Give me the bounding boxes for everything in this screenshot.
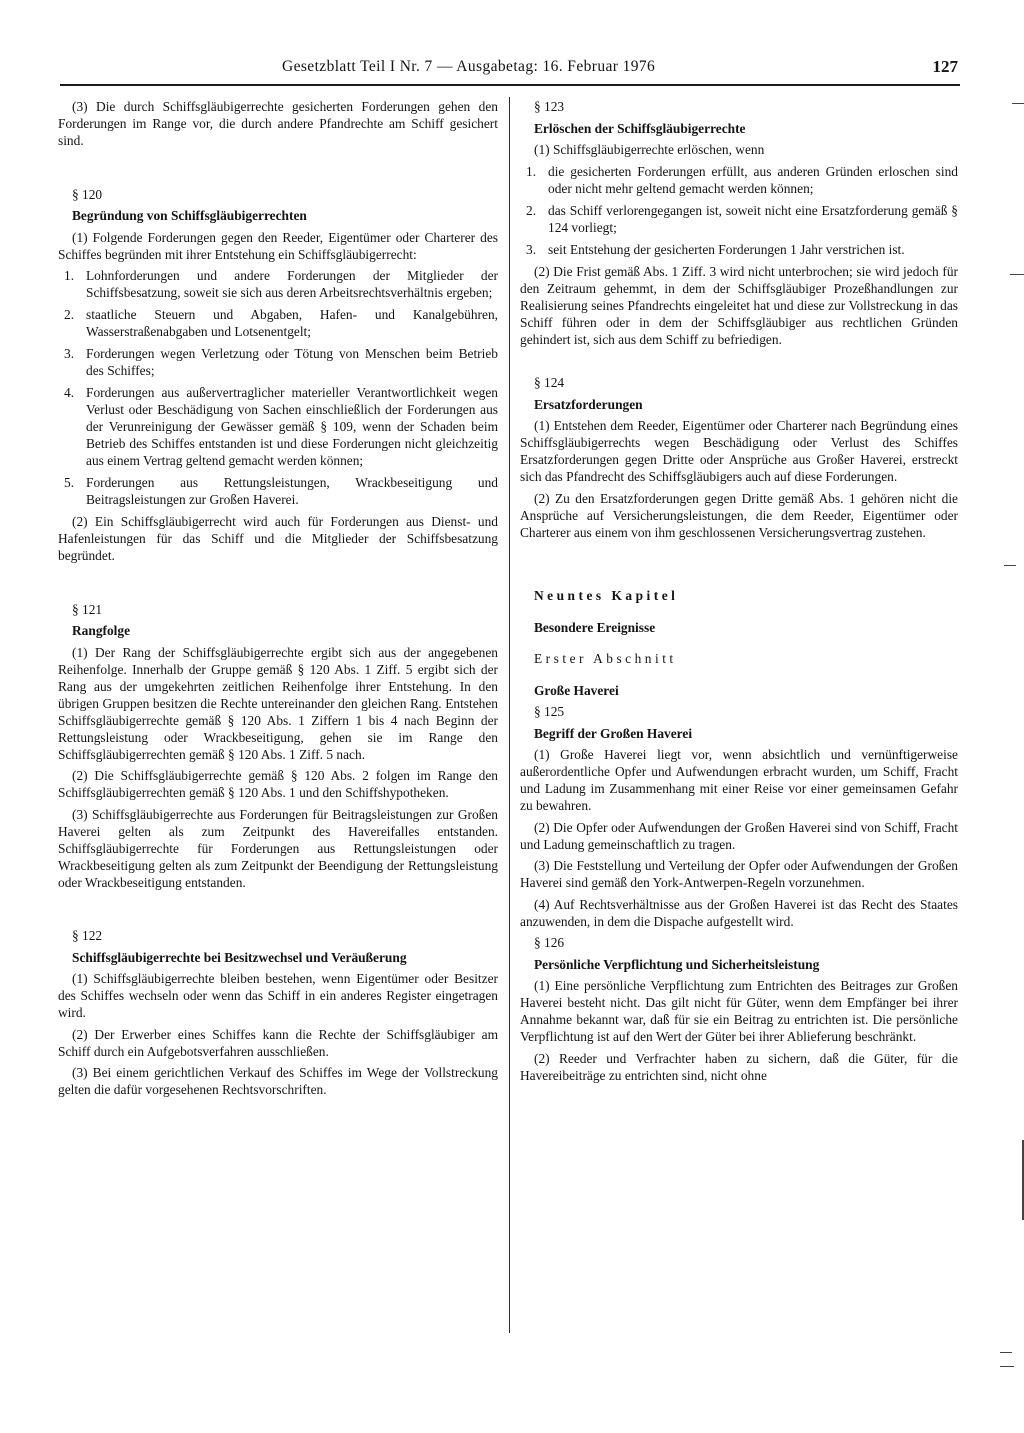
paragraph: (3) Die durch Schiffsgläubigerrechte gesicherten Forderungen gehen den Forderungen im Range vor, die durch andere Pfandrechte am Schiff gesichert sind. xyxy=(58,99,498,148)
section-title: Rangfolge xyxy=(72,623,131,638)
list-item-number: 5. xyxy=(64,475,75,490)
section-number: § 125 xyxy=(534,704,565,719)
list-item-number: 4. xyxy=(64,385,75,400)
header-title: Gesetzblatt Teil I Nr. 7 — Ausgabetag: 16. Februar 1976 xyxy=(282,58,656,75)
section-number: § 120 xyxy=(72,186,103,202)
section-number: § 126 xyxy=(534,935,565,950)
paragraph: (1) Schiffsgläubigerrechte erlöschen, wenn xyxy=(534,142,765,157)
paragraph: (1) Große Haverei liegt vor, wenn absichtlich und vernünftigerweise außerordentliche Opfer und Aufwendungen erbracht wurden, um Schiff, Fracht und Ladung im Zusammenhang mit einer Reise vor einer gemeinsamen Gefahr zu bewahren. xyxy=(520,747,958,813)
paragraph: (1) Folgende Forderungen gegen den Reeder, Eigentümer oder Charterer des Schiffes begründen mit ihrer Entstehung ein Schiffsgläubigerrecht: xyxy=(58,229,498,262)
paragraph: (3) Bei einem gerichtlichen Verkauf des Schiffes im Wege der Vollstreckung gelten die dafür vorgesehenen Rechtsvorschriften. xyxy=(58,1065,498,1097)
margin-mark xyxy=(1012,103,1024,104)
paragraph: (2) Der Erwerber eines Schiffes kann die Rechte der Schiffsgläubiger am Schiff durch ein Aufgebotsverfahren ausschließen. xyxy=(58,1026,498,1059)
section-title: Ersatzforderungen xyxy=(534,396,643,412)
list-item xyxy=(58,267,498,301)
enumerated-list xyxy=(58,267,498,508)
margin-mark xyxy=(1000,1366,1014,1367)
paragraph: (3) Schiffsgläubigerrechte aus Forderungen für Beitragsleistungen zur Großen Haverei gelten als zum Zeitpunkt des Havereifalles entstanden. Schiffsgläubigerrechte für Forderungen aus Rettungsleistungen oder Wrackbeseitigung gelten als zum Zeitpunkt der Beendigung der Rettungsleistung oder Wrackbeseitigung entstanden. xyxy=(58,806,498,890)
section-title: Begründung von Schiffsgläubigerrechten xyxy=(72,208,307,223)
column-divider xyxy=(509,97,510,1333)
paragraph: (2) Zu den Ersatzforderungen gegen Dritte gemäß Abs. 1 gehören nicht die Ansprüche auf Versicherungsleistungen, die dem Reeder, Eigentümer oder Charterer aus einem von ihm geschlossenen Versicherungsvertrag zustehen. xyxy=(520,490,958,540)
paragraph: (3) Die Feststellung und Verteilung der Opfer oder Aufwendungen der Großen Haverei sind gemäß den York-Antwerpen-Regeln vorzunehmen. xyxy=(520,858,958,890)
list-item-number: 1. xyxy=(526,163,537,179)
chapter-title: Besondere Ereignisse xyxy=(534,619,656,635)
paragraph: (1) Schiffsgläubigerrechte bleiben bestehen, wenn Eigentümer oder Besitzer des Schiffes wechseln oder wenn das Schiff in ein anderes Register eingetragen wird. xyxy=(58,971,498,1020)
section-title: Persönliche Verpflichtung und Sicherheitsleistung xyxy=(534,956,820,972)
section-number: § 124 xyxy=(534,375,565,390)
left-column xyxy=(58,98,498,1103)
list-item xyxy=(520,163,958,197)
page-header xyxy=(60,58,960,82)
chapter-label: Neuntes Kapitel xyxy=(534,588,679,603)
list-item-text: das Schiff verlorengegangen ist, soweit nicht eine Ersatzforderung gemäß § 124 vorliegt; xyxy=(548,202,958,235)
list-item-number: 2. xyxy=(64,307,75,322)
margin-mark xyxy=(1022,1140,1024,1220)
list-item-text: Forderungen aus Rettungsleistungen, Wrackbeseitigung und Beitragsleistungen zur Großen Haverei. xyxy=(86,475,498,507)
list-item-text: Forderungen wegen Verletzung oder Tötung von Menschen beim Betrieb des Schiffes; xyxy=(86,346,498,378)
list-item xyxy=(58,474,498,508)
paragraph: (4) Auf Rechtsverhältnisse aus der Großen Haverei ist das Recht des Staates anzuwenden, in dem die Dispache aufgestellt wird. xyxy=(520,896,958,929)
section-group-title: Große Haverei xyxy=(534,682,619,698)
list-item-number: 1. xyxy=(64,268,75,283)
list-item-number: 2. xyxy=(526,202,537,218)
list-item xyxy=(58,384,498,469)
paragraph: (1) Der Rang der Schiffsgläubigerrechte ergibt sich aus der angegebenen Reihenfolge. Innerhalb der Gruppe gemäß § 120 Abs. 1 Ziff. 5 ergibt sich der Rang aus der umgekehrten zeitlichen Reihenfolge ihrer Entstehung. In den übrigen Gruppen besitzen die Rechte untereinander den gleichen Rang. Entstehen Schiffsgläubigerrechte gemäß § 120 Abs. 1 Ziffern 1 bis 4 nach Beginn der Rettungsleistung oder Wrackbeseitigung, gehen sie im Range den Schiffsgläubigerrechten gemäß § 120 Abs. 1 Ziff. 5 nach. xyxy=(58,644,498,762)
margin-mark xyxy=(1004,565,1016,566)
list-item-number: 3. xyxy=(526,241,537,257)
enumerated-list xyxy=(520,163,958,258)
list-item xyxy=(520,202,958,236)
section-title: Schiffsgläubigerrechte bei Besitzwechsel und Veräußerung xyxy=(72,949,407,965)
list-item-number: 3. xyxy=(64,346,75,361)
header-rule xyxy=(60,84,960,86)
page-number: 127 xyxy=(932,57,958,76)
paragraph: (2) Reeder und Verfrachter haben zu sichern, daß die Güter, für die Havereibeiträge zu entrichten sind, nicht ohne xyxy=(520,1050,958,1083)
section-title: Begriff der Großen Haverei xyxy=(534,725,693,741)
paragraph: (2) Die Schiffsgläubigerrechte gemäß § 120 Abs. 2 folgen im Range den Schiffsgläubigerrechten gemäß § 120 Abs. 1 und den Schiffshypotheken. xyxy=(58,768,498,800)
right-column xyxy=(520,98,958,1088)
paragraph: (1) Entstehen dem Reeder, Eigentümer oder Charterer nach Begründung eines Schiffsgläubigerrechts wegen Beschädigung oder Verlust des Schiffes Ersatzforderungen gegen Dritte oder Ansprüche aus Großer Haverei, erstreckt sich das Pfandrecht des Schiffsgläubigers auch auf diese Forderungen. xyxy=(520,418,958,484)
paragraph: (2) Die Frist gemäß Abs. 1 Ziff. 3 wird nicht unterbrochen; sie wird jedoch für den Zeitraum gehemmt, in dem der Schiffsgläubiger Prozeßhandlungen zur Realisierung seines Pfandrechts eingeleitet hat und diese zur Vollstreckung in das Schiff führen oder in dem der Schiffsgläubiger aus rechtlichen Gründen gehindert ist, sich aus dem Schiff zu befriedigen. xyxy=(520,263,958,347)
list-item-text: Forderungen aus außervertraglicher materieller Verantwortlichkeit wegen Verlust oder Beschädigung von Sachen einschließlich der Forderungen aus der Verunreinigung der Gewässer gemäß § 109, wenn der Schaden beim Betrieb des Schiffes entstanden ist und diese Forderungen nicht gleichzeitig aus einem Vertrag geltend gemacht werden können; xyxy=(86,385,498,468)
section-number: § 122 xyxy=(72,928,103,943)
list-item xyxy=(58,345,498,379)
margin-mark xyxy=(1010,274,1024,275)
section-group-label: Erster Abschnitt xyxy=(534,651,677,666)
section-number: § 123 xyxy=(534,99,565,114)
list-item-text: die gesicherten Forderungen erfüllt, aus anderen Gründen erloschen sind oder nicht mehr geltend gemacht werden können; xyxy=(548,163,958,196)
list-item-text: Lohnforderungen und andere Forderungen der Mitglieder der Schiffsbesatzung, soweit sie sich aus deren Arbeitsrechtsverhältnis ergeben; xyxy=(86,268,498,300)
section-number: § 121 xyxy=(72,601,103,617)
margin-mark xyxy=(1000,1352,1012,1353)
list-item xyxy=(520,241,958,258)
paragraph: (1) Eine persönliche Verpflichtung zum Entrichten des Beitrages zur Großen Haverei besteht nicht. Das gilt nicht für Güter, wenn dem Empfänger bei ihrer Annahme bekannt war, daß für sie ein Beitrag zu entrichten ist. Die persönliche Verpflichtung ist auf den Wert der Güter bei ihrer Ablieferung beschränkt. xyxy=(520,978,958,1044)
list-item xyxy=(58,306,498,340)
paragraph: (2) Ein Schiffsgläubigerrecht wird auch für Forderungen aus Dienst- und Hafenleistungen für das Schiff und die Mitglieder der Schiffsbesatzung begründet. xyxy=(58,514,498,563)
paragraph: (2) Die Opfer oder Aufwendungen der Großen Haverei sind von Schiff, Fracht und Ladung gemeinschaftlich zu tragen. xyxy=(520,819,958,852)
list-item-text: staatliche Steuern und Abgaben, Hafen- und Kanalgebühren, Wasserstraßenabgaben und Lotsenentgelt; xyxy=(86,307,498,339)
section-title: Erlöschen der Schiffsgläubigerrechte xyxy=(534,120,746,136)
list-item-text: seit Entstehung der gesicherten Forderungen 1 Jahr verstrichen ist. xyxy=(548,241,905,257)
